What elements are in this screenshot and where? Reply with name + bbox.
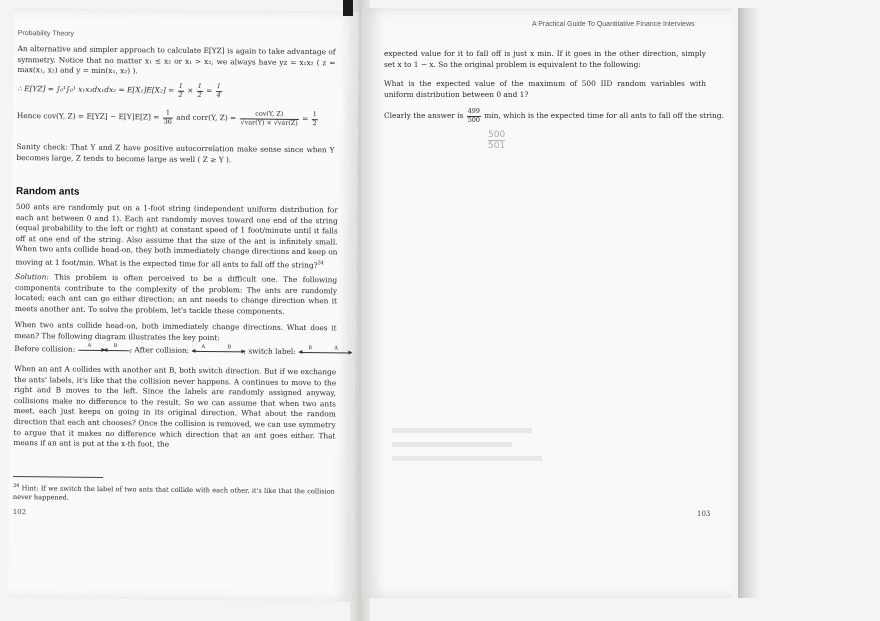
collision-intro-paragraph: When two ants collide head-on, both immediately change directions. What does it mean? The following diagram illustrates the key point: [14,320,337,342]
left-running-head: Probability Theory [17,30,75,38]
arrow-left-icon [105,349,131,350]
left-paragraph-sanity-check: Sanity check: That Y and Z have positive autocorrelation make sense since when Y becomes large, Z tends to become large as well ( Z ≥ Y ). [16,142,335,164]
collision-diagram: Before collision: $^A$ $^B$ ; After collision: $^A$ $^B$ ; switch label: $^B$ $^A$ [14,344,348,356]
arrow-left-icon [193,350,219,351]
equation-covariance: Hence cov(Y, Z) = E[YZ] − E[Y]E[Z] = $\frac{1}{36}$ and corr(Y, Z) = $\frac{\text{cov(Y, Z)}}{\text{√var(Y) × √var(Z)}}$ = $\frac{1}{2}$ [16,108,317,127]
left-page [8,8,359,602]
right-question: What is the expected value of the maximum of 500 IID random variables with uniform distribution between 0 and 1? [384,79,706,99]
footnote-rule [13,476,103,478]
bookmark-tab [343,0,353,16]
page-number-left: 102 [12,508,27,517]
answer-line: Clearly the answer is $\frac{499}{500}$ min, which is the expected time for all ants to fall off the string. [384,107,724,124]
right-running-head: A Practical Guide To Quantitative Finance Interviews [532,21,695,28]
section-title-random-ants: Random ants [16,186,80,198]
arrow-right-icon [325,352,351,353]
right-page [362,8,732,598]
footnote: $^{34}$ Hint: If we switch the label of two ants that collide with each other, it's like that the collision never happened. [12,483,335,502]
equation-expected-yz: ∴ E[YZ] = ∫₀¹∫₀¹ x₁x₂dx₁dx₂ = E[X₁]E[X₂] = $\frac{1}{2}$ × $\frac{1}{2}$ = $\frac{1}{4}$ [17,81,221,99]
arrow-left-icon [299,352,325,353]
collision-explanation: When an ant A collides with another ant B, both switch direction. But if we exchange the ants' labels, it's like that the collision never happens. A continues to move to the right and B moves to the left. Since the labels are randomly assigned anyway, collisions make no difference to the result. So we can assume that when two ants meet, each just keeps on going in its original direction. What about the random direction that each ant chooses? Once the collision is removed, we can use symmetry to argue that it makes no difference which direction that an ant goes either. That means if an ant is put at the x-th foot, the [13,364,337,449]
right-paragraph-1: expected value for it to fall off is just x min. If it goes in the other direction, simply set x to 1 − x. So the original problem is equivalent to the following: [384,49,706,69]
arrow-right-icon [79,349,105,350]
arrow-right-icon [218,351,244,352]
footnote-reference: 34 [317,260,325,267]
solution-label: Solution: [15,272,49,282]
pencil-annotation: 500 501 [488,130,506,151]
page-edge [738,8,758,598]
problem-statement: 500 ants are randomly put on a 1-foot string (independent uniform distribution for each ant between 0 and 1). Each ant randomly moves toward one end of the string (equal probability to the left or right) at constant speed of 1 foot/minute until it falls off at one end of the string. Also assume that the size of the ant is infinitely small. When two ants collide head-on, they both immediately change directions and keep on moving at 1 foot/min. What is the expected time for all ants to fall off the string?$^{34}$ [15,202,338,270]
page-number-right: 103 [697,510,711,518]
left-paragraph-1: An alternative and simpler approach to calculate E[YZ] is again to take advantage of symmetry. Notice that no matter x₁ ≤ x₂ or x₁ > x₂, we always have yz = x₁x₂ ( z = max(x₁, x₂) and y = min(x₁, x₂) ). [17,44,336,76]
solution-paragraph: Solution: This problem is often perceived to be a difficult one. The following components contribute to the complexity of the problem: The ants are randomly located; each ant can go either direction; an ant needs to change direction when it meets another ant. To solve the problem, let's tackle these components. [14,272,338,316]
